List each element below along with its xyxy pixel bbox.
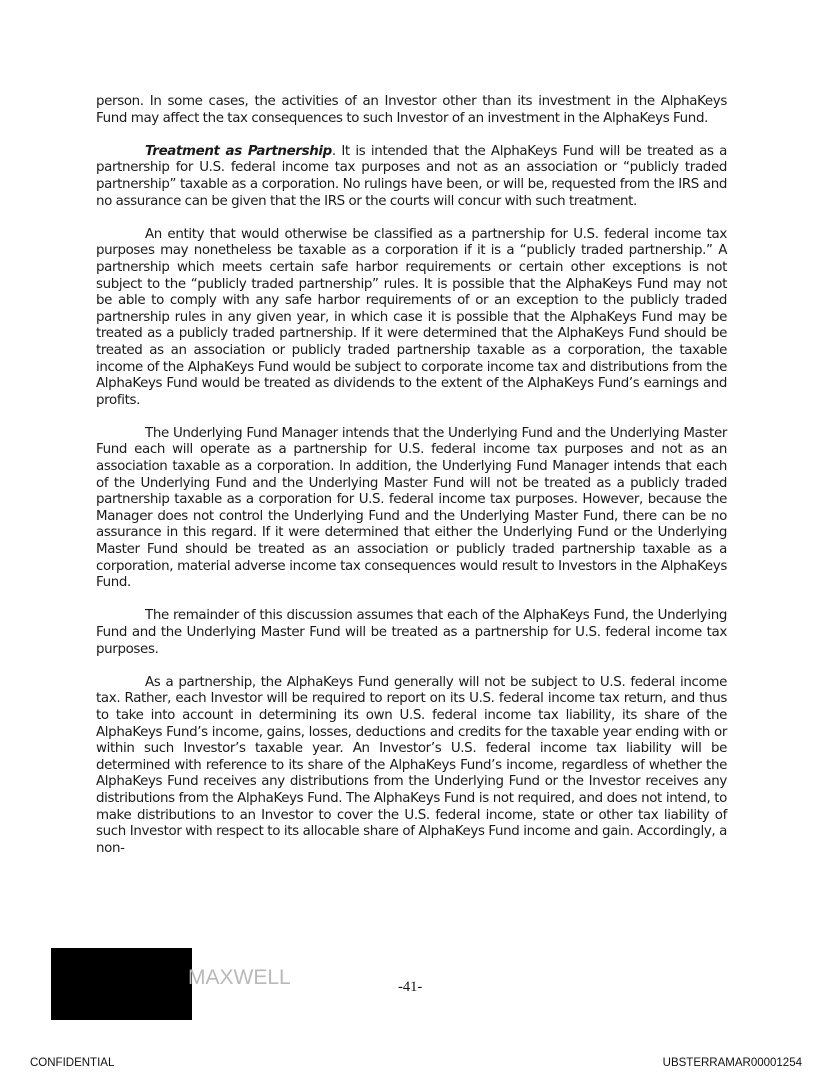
paragraph-text: As a partnership, the AlphaKeys Fund generally will not be subject to U.S. federal income tax. Rather, each Investor will be required to report on its U.S. federal income tax return, and thus to take into account in determining its own U.S. federal income tax liability, its share of the AlphaKeys Fund’s income, gains, losses, deductions and credits for the taxable year ending with or within such Investor’s taxable year. An Investor’s U.S. federal income tax liability will be determined with reference to its share of the AlphaKeys Fund’s income, regardless of whether the AlphaKeys Fund receives any distributions from the Underlying Fund or the Investor receives any distributions from the AlphaKeys Fund. The AlphaKeys Fund is not required, and does not intend, to make distributions to an Investor to cover the U.S. federal income, state or other tax liability of such Investor with respect to its allocable share of AlphaKeys Fund income and gain. Accordingly, a non- (96, 674, 727, 856)
paragraph-text: The Underlying Fund Manager intends that the Underlying Fund and the Underlying Master Fund each will operate as a partnership for U.S. federal income tax purposes and not as an association taxable as a corporation. In addition, the Underlying Fund Manager intends that each of the Underlying Fund and the Underlying Master Fund will not be treated as a publicly traded partnership taxable as a corporation for U.S. federal income tax purposes. However, because the Manager does not control the Underlying Fund and the Underlying Master Fund, there can be no assurance in this regard. If it were determined that either the Underlying Fund or the Underlying Master Fund should be treated as an association or publicly traded partnership taxable as a corporation, material adverse income tax consequences would result to Investors in the AlphaKeys Fund. (96, 425, 727, 591)
paragraph-3 (96, 227, 727, 410)
footer-bates-number: UBSTERRAMAR00001254 (662, 1057, 802, 1069)
paragraph-text: person. In some cases, the activities of an Investor other than its investment in the AlphaKeys Fund may affect the tax consequences to such Investor of an investment in the AlphaKeys Fund. (96, 94, 727, 126)
paragraph-text: An entity that would otherwise be classified as a partnership for U.S. federal income tax purposes may nonetheless be taxable as a corporation if it is a “publicly traded partnership.” A partnership which meets certain safe harbor requirements or certain other exceptions is not subject to the “publicly traded partnership” rules. It is possible that the AlphaKeys Fund may not be able to comply with any safe harbor requirements of or an exception to the publicly traded partnership rules in any given year, in which case it is possible that the AlphaKeys Fund may be treated as a publicly traded partnership. If it were determined that the AlphaKeys Fund should be treated as an association or publicly traded partnership taxable as a corporation, the taxable income of the AlphaKeys Fund would be subject to corporate income tax and distributions from the AlphaKeys Fund would be treated as dividends to the extent of the AlphaKeys Fund’s earnings and profits. (96, 226, 727, 408)
document-body (96, 94, 727, 874)
paragraph-1 (96, 94, 727, 127)
page-number: -41- (398, 979, 423, 995)
paragraph-4 (96, 426, 727, 592)
paragraph-6 (96, 675, 727, 858)
paragraph-5 (96, 608, 727, 658)
footer-confidential-label: CONFIDENTIAL (30, 1057, 115, 1069)
paragraph-text: . It is intended that the AlphaKeys Fund will be treated as a partnership for U.S. federal income tax purposes and not as an association or “publicly traded partnership” taxable as a corporation. No rulings have been, or will be, requested from the IRS and no assurance can be given that the IRS or the courts will concur with such treatment. (96, 143, 727, 209)
paragraph-2 (96, 144, 727, 210)
bates-stamp-maxwell: MAXWELL (188, 966, 291, 989)
paragraph-text: The remainder of this discussion assumes that each of the AlphaKeys Fund, the Underlying Fund and the Underlying Master Fund will be treated as a partnership for U.S. federal income tax purposes. (96, 608, 727, 657)
section-heading-treatment-as-partnership: Treatment as Partnership (145, 143, 332, 159)
redaction-block (51, 948, 192, 1020)
